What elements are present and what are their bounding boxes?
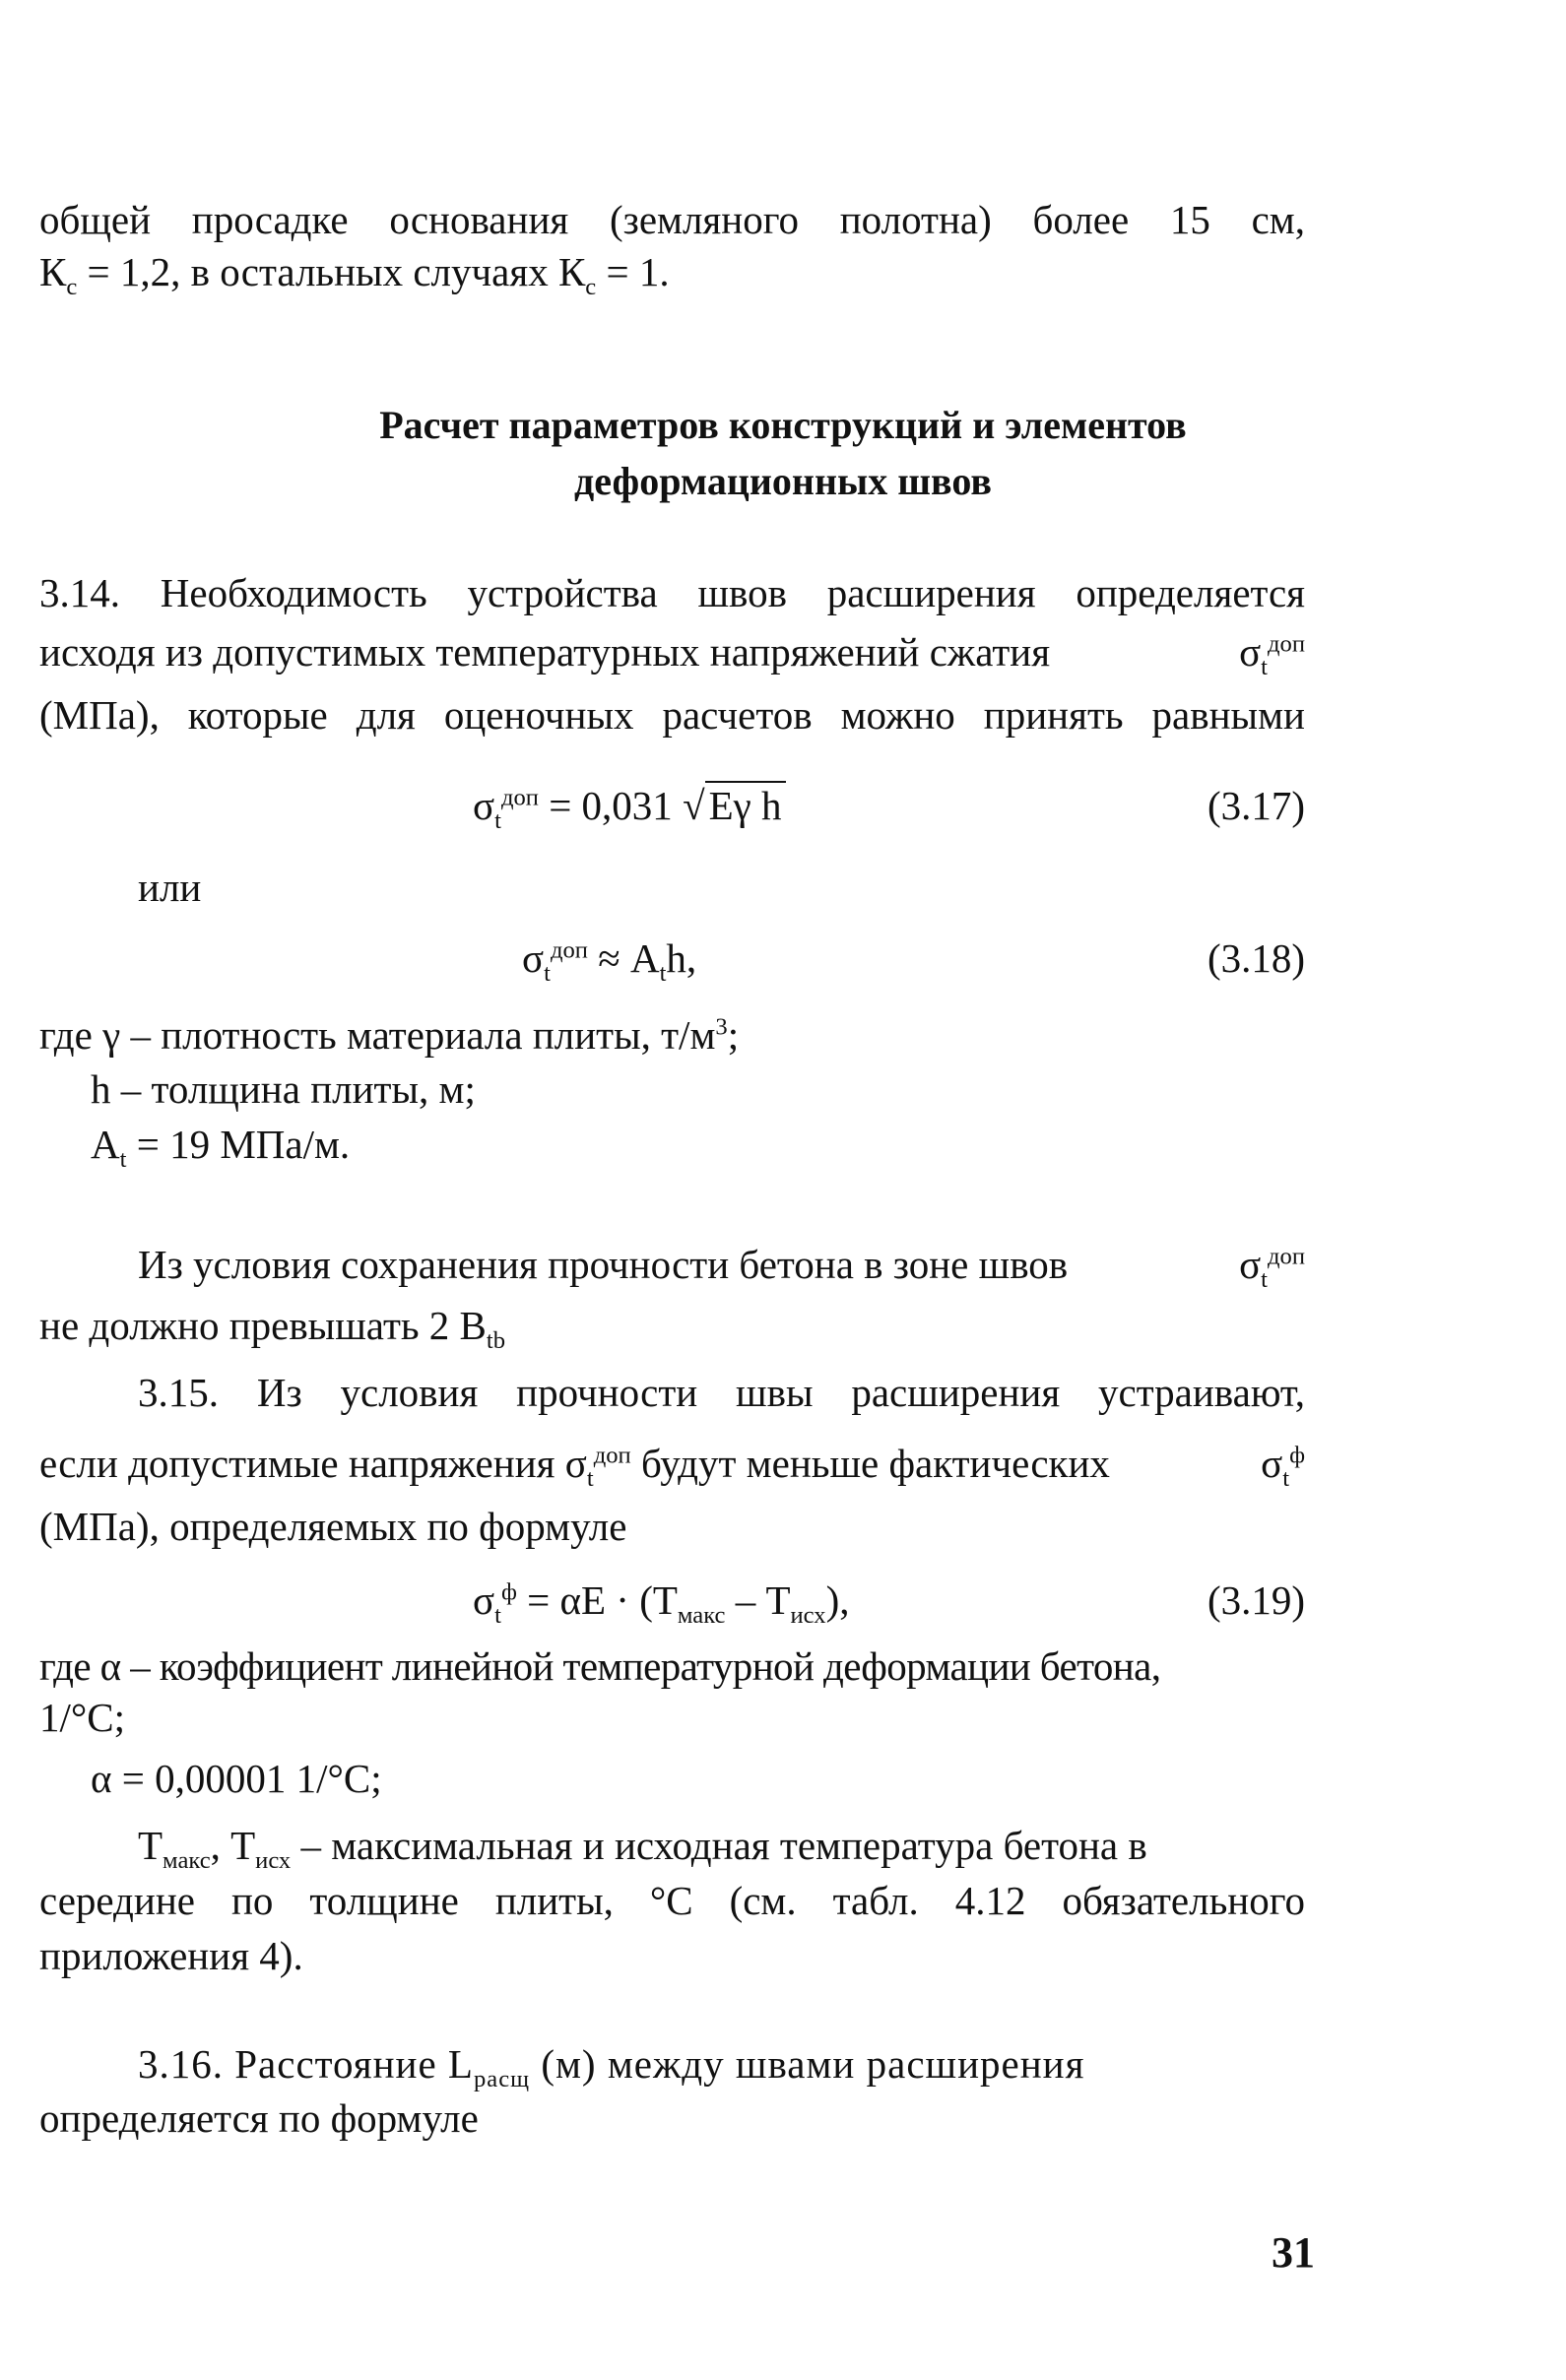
text-fragment: не должно превышать 2 В	[39, 1303, 487, 1348]
superscript-phi: ф	[1289, 1442, 1305, 1469]
text-line	[138, 2038, 1305, 2093]
text-line: 1/°С;	[39, 1695, 126, 1740]
subscript-t: t	[1261, 654, 1269, 681]
sigma: σ	[1239, 629, 1262, 675]
text-fragment: А	[91, 1122, 120, 1167]
formula-3-18	[39, 931, 1305, 986]
subscript-maks: макс	[163, 1847, 211, 1875]
text-line: 3.15. Из условия прочности швы расширения устраивают,	[138, 1370, 1305, 1415]
text-line: 3.14. Необходимость устройства швов расширения определяется	[39, 570, 1305, 615]
sqrt-sign: √	[683, 783, 705, 828]
formula-text: h,	[666, 935, 697, 981]
text-line: $Т_{макс}$, $Т_{исх}$ – максимальная и исходная температура бетона в	[138, 1823, 1147, 1875]
subscript-t: t	[494, 807, 501, 835]
subscript-t: t	[119, 1146, 127, 1174]
text-line	[138, 1239, 1305, 1294]
superscript-phi: ф	[500, 1578, 517, 1606]
text-fragment: 3.16. Расстояние L	[138, 2041, 474, 2087]
subscript-maks: макс	[677, 1602, 726, 1630]
text-fragment: где γ – плотность материала плиты, т/м	[39, 1012, 716, 1058]
formula-3-19	[39, 1573, 1305, 1628]
equation-number: (3.19)	[1207, 1577, 1305, 1623]
formula-body	[522, 931, 696, 986]
formula-3-17	[39, 778, 1305, 833]
text-fragment: (м) между швами расширения	[541, 2041, 1085, 2087]
text-fragment: ;	[727, 1012, 740, 1058]
subscript-tb: tb	[486, 1327, 506, 1355]
sigma: σ	[473, 1577, 495, 1623]
text-fragment: исходя из допустимых температурных напряжений сжатия	[39, 629, 1051, 675]
formula-text: ≈ A	[598, 935, 660, 981]
text-line: где α – коэффициент линейной температурной деформации бетона,	[39, 1643, 1161, 1689]
subscript-t: t	[544, 960, 551, 988]
subscript-c: с	[585, 274, 597, 301]
formula-text: ),	[825, 1577, 850, 1623]
text-fragment: – максимальная и исходная температура бетона в	[300, 1823, 1147, 1868]
text-line: α = 0,00001 1/°С;	[91, 1756, 382, 1801]
sqrt-radicand: Eγ h	[705, 781, 786, 828]
superscript-dop: доп	[550, 936, 588, 964]
page-number: 31	[1272, 2228, 1315, 2277]
text-line	[39, 1009, 1305, 1061]
equation-number: (3.18)	[1207, 935, 1305, 981]
text-fragment: = 19 МПа/м.	[136, 1122, 351, 1167]
superscript-dop: доп	[500, 784, 539, 811]
text-line: определяется по формуле	[39, 2095, 479, 2141]
section-heading: Расчет параметров конструкций и элементов	[379, 403, 1187, 447]
formula-body	[473, 1573, 849, 1628]
sigma: σ	[1261, 1441, 1283, 1486]
subscript-isx: исх	[255, 1847, 292, 1875]
subscript-c: с	[66, 274, 78, 301]
text-line	[91, 1119, 1305, 1174]
text-line: приложения 4).	[39, 1933, 303, 1978]
sigma: σ	[522, 935, 545, 981]
text-line: h – толщина плиты, м;	[91, 1066, 476, 1112]
superscript-dop: доп	[593, 1442, 631, 1469]
sigma: σ	[564, 1441, 587, 1486]
text-line: (МПа), определяемых по формуле	[39, 1504, 627, 1549]
subscript-rasshch: расщ	[473, 2066, 531, 2093]
formula-text: = αE · (T	[527, 1577, 678, 1623]
superscript-dop: доп	[1268, 630, 1305, 658]
text-line	[39, 1438, 1305, 1493]
sigma-phi-symbol	[1261, 1438, 1305, 1493]
text-fragment: если допустимые напряжения	[39, 1441, 555, 1486]
text-line	[39, 1300, 1305, 1355]
subscript-t: t	[494, 1602, 501, 1630]
text-fragment: Из условия сохранения прочности бетона в зоне швов	[138, 1242, 1069, 1287]
text-line: общей просадке основания (земляного полотна) более 15 см,	[39, 197, 1305, 242]
text-fragment: будут меньше фактических	[640, 1441, 1110, 1486]
symbol-t: Т	[138, 1823, 163, 1868]
formula-text: = 0,031	[549, 783, 673, 828]
symbol-t: Т	[230, 1823, 256, 1868]
subscript-t: t	[1261, 1266, 1269, 1294]
section-heading: деформационных швов	[574, 459, 992, 503]
formula-body	[473, 778, 786, 833]
sigma-dop-symbol	[1239, 626, 1305, 681]
text-fragment: = 1.	[606, 249, 670, 294]
equation-number: (3.17)	[1207, 783, 1305, 828]
superscript-3: 3	[715, 1013, 728, 1041]
subscript-isx: исх	[790, 1602, 826, 1630]
subscript-t: t	[659, 960, 667, 988]
symbol-k: К	[39, 249, 67, 294]
sigma-dop-symbol	[1239, 1239, 1305, 1294]
text-line	[39, 246, 1305, 301]
subscript-t: t	[586, 1465, 594, 1493]
text-line: середине по толщине плиты, °С (см. табл. 4.12 обязательного	[39, 1878, 1305, 1923]
text-line	[39, 626, 1305, 681]
text-fragment: = 1,2, в остальных случаях К	[87, 249, 586, 294]
sigma: σ	[1239, 1242, 1262, 1287]
text-line: или	[138, 865, 202, 910]
text-line: (МПа), которые для оценочных расчетов можно принять равными	[39, 692, 1305, 738]
formula-text: – T	[735, 1577, 791, 1623]
sigma: σ	[473, 783, 495, 828]
subscript-t: t	[1282, 1465, 1290, 1493]
superscript-dop: доп	[1268, 1243, 1305, 1270]
